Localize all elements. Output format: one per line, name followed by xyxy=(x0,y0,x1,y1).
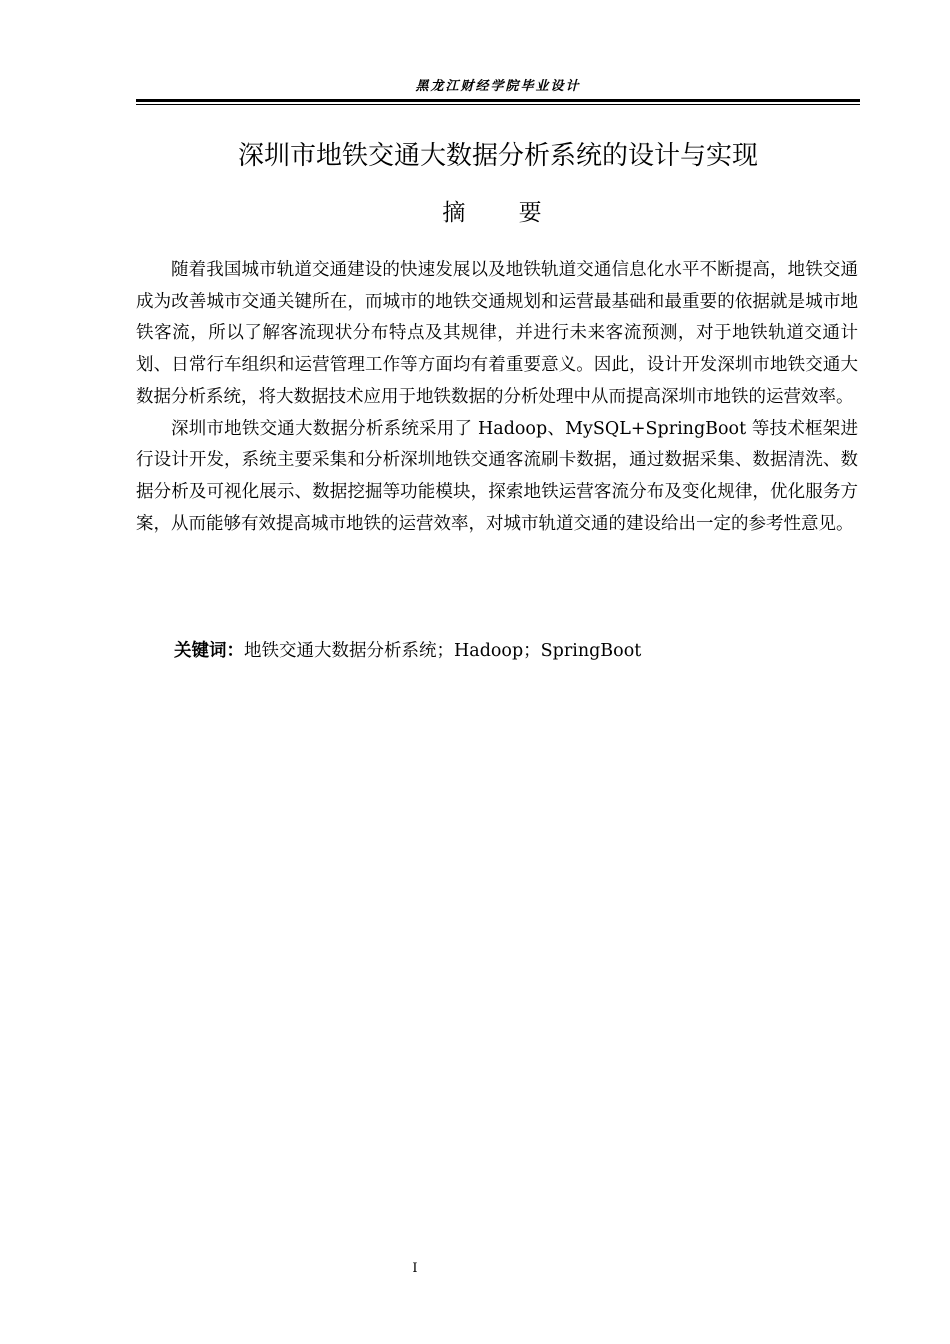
keywords-label: 关键词： xyxy=(174,641,244,661)
keywords-line xyxy=(174,636,854,666)
abstract-heading: 摘 要 xyxy=(442,200,554,226)
page-header: 黑龙江财经学院毕业设计 xyxy=(415,79,581,94)
header-rule-thin xyxy=(136,104,860,105)
abstract-paragraph-1: 随着我国城市轨道交通建设的快速发展以及地铁轨道交通信息化水平不断提高，地铁交通成为改善城市交通关键所在，而城市的地铁交通规划和运营最基础和最重要的依据就是城市地铁客流，所以了解客流现状分布特点及其规律，并进行未来客流预测，对于地铁轨道交通计划、日常行车组织和运营管理工作等方面均有着重要意义。因此，设计开发深圳市地铁交通大数据分析系统，将大数据技术应用于地铁数据的分析处理中从而提高深圳市地铁的运营效率。 xyxy=(136,260,858,407)
page-number: I xyxy=(412,1261,418,1276)
abstract-body xyxy=(136,255,858,540)
header-rule-thick xyxy=(136,99,860,102)
document-title: 深圳市地铁交通大数据分析系统的设计与实现 xyxy=(237,141,758,171)
keywords-value: 地铁交通大数据分析系统；Hadoop；SpringBoot xyxy=(244,641,642,661)
abstract-paragraph-2: 深圳市地铁交通大数据分析系统采用了 Hadoop、MySQL+SpringBoot 等技术框架进行设计开发，系统主要采集和分析深圳地铁交通客流刷卡数据，通过数据采集、数据清洗、数据分析及可视化展示、数据挖掘等功能模块，探索地铁运营客流分布及变化规律，优化服务方案，从而能够有效提高城市地铁的运营效率，对城市轨道交通的建设给出一定的参考性意见。 xyxy=(136,418,858,534)
